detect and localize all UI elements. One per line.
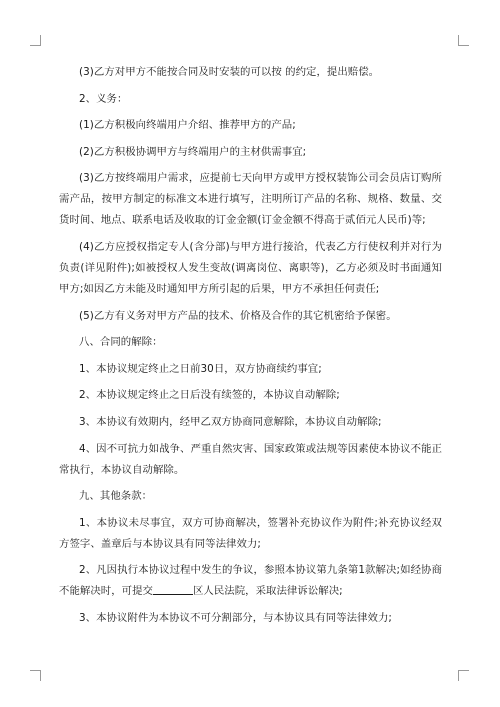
paragraph-other-2: [59, 560, 442, 602]
crop-mark-top-left: [30, 35, 41, 46]
paragraph-obligation-5: (5)乙方有义务对甲方产品的技术、价格及合作的其它机密给予保密。: [79, 309, 397, 322]
paragraph-termination-1: 1、本协议规定终止之日前30日，双方协商续约事宜;: [79, 362, 322, 375]
document-body: [59, 62, 442, 635]
court-name-blank: [153, 583, 193, 595]
paragraph-other-2-part-a: 2、凡因执行本协议过程中发生的争议，参照本协议第九条第1款解决;如经协商不能解决时，可提交: [59, 564, 442, 598]
crop-mark-bottom-left: [30, 670, 41, 681]
paragraph-obligation-4: (4)乙方应授权指定专人(含分部)与甲方进行接洽，代表乙方行使权利并对行为负责(详见附件);如被授权人发生变故(调离岗位、离职等)，乙方必须及时书面通知甲方;如因乙方未能及时通知甲方所引起的后果，甲方不承担任何责任;: [59, 240, 442, 295]
paragraph-termination-2: 2、本协议规定终止之日后没有续签的，本协议自动解除;: [79, 389, 340, 402]
paragraph-compensation: (3)乙方对甲方不能按合同及时安装的可以按 的约定，提出赔偿。: [79, 66, 380, 78]
paragraph-other-2-part-b: 区人民法院，采取法律诉讼解决;: [192, 585, 343, 598]
paragraph-obligation-3: (3)乙方按终端用户需求，应提前七天向甲方或甲方授权装饰公司会员店订购所需产品，按甲方制定的标准文本进行填写，注明所订产品的名称、规格、数量、交货时间、地点、联系电话及收取的订金金额(订金金额不得高于贰佰元人民币)等;: [59, 172, 442, 227]
paragraph-termination-4: 4、因不可抗力如战争、严重自然灾害、国家政策或法规等因素使本协议不能正常执行，本协议自动解除。: [59, 442, 442, 476]
crop-mark-top-right: [458, 35, 469, 46]
paragraph-other-1: 1、本协议未尽事宜，双方可协商解决，签署补充协议作为附件;补充协议经双方签字、盖章后与本协议具有同等法律效力;: [59, 516, 442, 550]
crop-mark-bottom-right: [458, 670, 469, 681]
paragraph-termination-heading: 八、合同的解除：: [79, 336, 163, 349]
paragraph-other-3: 3、本协议附件为本协议不可分割部分，与本协议具有同等法律效力;: [79, 611, 392, 624]
paragraph-obligation-1: (1)乙方积极向终端用户介绍、推荐甲方的产品;: [79, 119, 296, 132]
paragraph-obligation-2: (2)乙方积极协调甲方与终端用户的主材供需事宜;: [79, 145, 307, 158]
paragraph-termination-3: 3、本协议有效期内，经甲乙双方协商同意解除，本协议自动解除;: [79, 415, 382, 428]
paragraph-other-heading: 九、其他条款：: [79, 490, 153, 503]
paragraph-obligations-heading: 2、义务：: [79, 92, 128, 105]
